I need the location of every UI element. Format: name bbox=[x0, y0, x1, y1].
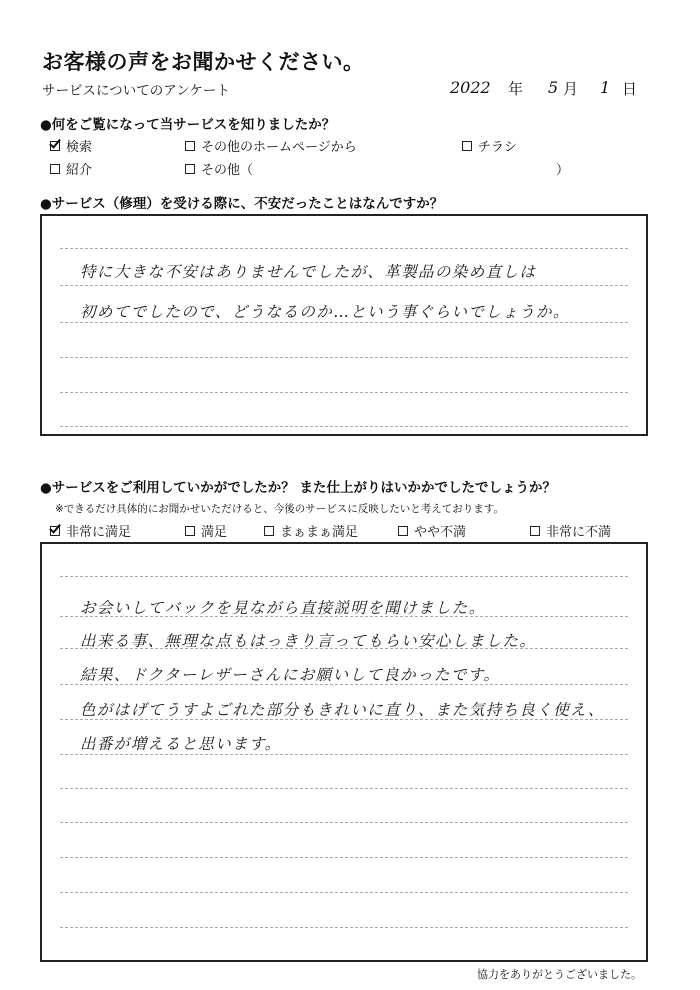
checkbox-icon[interactable] bbox=[398, 526, 408, 536]
q3-answer-line: 結果、ドクターレザーさんにお願いして良かったです。 bbox=[80, 666, 501, 684]
ruled-line bbox=[60, 576, 628, 577]
q3-answer-box[interactable] bbox=[40, 542, 648, 962]
date-month-unit: 月 bbox=[563, 80, 579, 98]
q1-question: ●何をご覧になって当サービスを知りましたか？ bbox=[40, 117, 336, 133]
date-day: 1 bbox=[600, 78, 611, 97]
date-year: 2022 bbox=[450, 78, 491, 97]
q3-option-satisfied[interactable]: 満足 bbox=[185, 521, 227, 540]
ruled-line bbox=[60, 357, 628, 358]
checkbox-icon[interactable] bbox=[185, 141, 195, 151]
checkbox-checked-icon[interactable] bbox=[50, 141, 60, 151]
q3-option-very-dissatisfied[interactable]: 非常に不満 bbox=[530, 521, 611, 540]
ruled-line bbox=[60, 927, 628, 928]
thanks-message: 協力をありがとうございました。 bbox=[477, 968, 642, 981]
ruled-line bbox=[60, 285, 628, 286]
checkbox-icon[interactable] bbox=[530, 526, 540, 536]
q2-answer-line: 初めてでしたので、どうなるのか…という事ぐらいでしょうか。 bbox=[80, 303, 570, 321]
q1-other-close: ） bbox=[556, 163, 570, 178]
q3-answer-line: 色がはげてうすよごれた部分もきれいに直り、また気持ち良く使え、 bbox=[80, 701, 605, 719]
checkbox-checked-icon[interactable] bbox=[50, 526, 60, 536]
q1-option-homepage[interactable]: その他のホームページから bbox=[185, 136, 357, 155]
q3-answer-line: お会いしてバックを見ながら直接説明を聞けました。 bbox=[80, 599, 486, 617]
checkbox-icon[interactable] bbox=[264, 526, 274, 536]
date-year-unit: 年 bbox=[508, 80, 524, 98]
ruled-line bbox=[60, 822, 628, 823]
q3-option-somewhat-satisfied[interactable]: まぁまぁ満足 bbox=[264, 521, 358, 540]
form-subtitle: サービスについてのアンケート bbox=[42, 83, 230, 99]
date-month: 5 bbox=[548, 78, 559, 97]
ruled-line bbox=[60, 392, 628, 393]
q2-answer-line: 特に大きな不安はありませんでしたが、革製品の染め直しは bbox=[80, 263, 537, 281]
checkbox-icon[interactable] bbox=[185, 526, 195, 536]
checkbox-icon[interactable] bbox=[185, 164, 195, 174]
ruled-line bbox=[60, 322, 628, 323]
q1-option-referral[interactable]: 紹介 bbox=[50, 159, 92, 178]
q3-question: ●サービスをご利用していかがでしたか？ また仕上がりはいかかでしたでしょうか？ bbox=[40, 480, 556, 496]
q2-question: ●サービス（修理）を受ける際に、不安だったことはなんですか？ bbox=[40, 196, 444, 212]
q1-option-search[interactable]: 検索 bbox=[50, 136, 92, 155]
ruled-line bbox=[60, 857, 628, 858]
ruled-line bbox=[60, 426, 628, 427]
q3-option-very-satisfied[interactable]: 非常に満足 bbox=[50, 521, 131, 540]
checkbox-icon[interactable] bbox=[462, 141, 472, 151]
q3-answer-line: 出番が増えると思います。 bbox=[80, 735, 282, 753]
q1-option-flyer[interactable]: チラシ bbox=[462, 136, 517, 155]
date-day-unit: 日 bbox=[622, 80, 638, 98]
form-title: お客様の声をお聞かせください。 bbox=[42, 50, 365, 74]
q1-option-other[interactable]: その他（ bbox=[185, 159, 253, 178]
q3-answer-line: 出来る事、無理な点もはっきり言ってもらい安心しました。 bbox=[80, 632, 537, 650]
ruled-line bbox=[60, 248, 628, 249]
q3-note: ※できるだけ具体的にお聞かせいただけると、今後のサービスに反映したいと考えております。 bbox=[55, 503, 504, 515]
ruled-line bbox=[60, 788, 628, 789]
q2-answer-box[interactable] bbox=[40, 214, 648, 436]
ruled-line bbox=[60, 754, 628, 755]
checkbox-icon[interactable] bbox=[50, 164, 60, 174]
ruled-line bbox=[60, 892, 628, 893]
q3-option-somewhat-dissatisfied[interactable]: やや不満 bbox=[398, 521, 466, 540]
